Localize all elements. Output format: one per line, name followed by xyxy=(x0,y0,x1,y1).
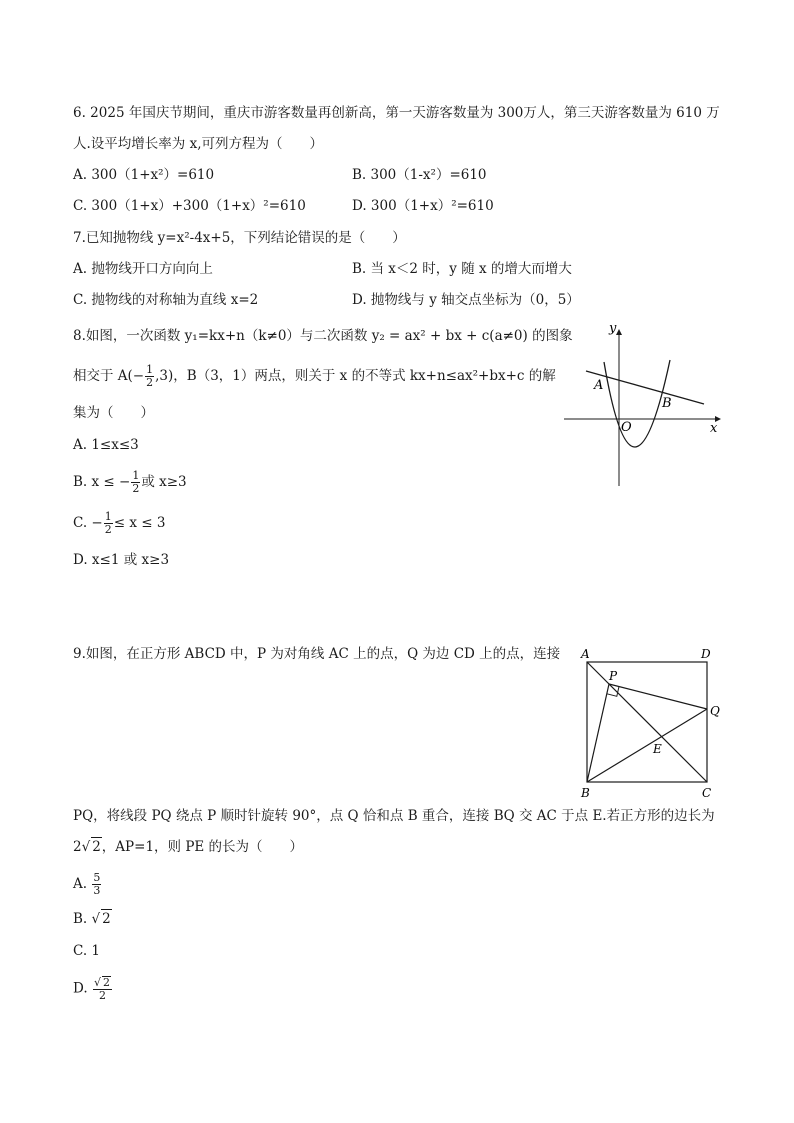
q9-segment-bq xyxy=(587,709,707,782)
q8-parabola xyxy=(604,360,670,447)
q9-stem-line1: 9.如图，在正方形 ABCD 中，P 为对角线 AC 上的点，Q 为边 CD 上的点，连接 xyxy=(73,646,561,662)
q8-optb-frac: $\frac{1}{2}$ xyxy=(132,469,140,495)
q7-option-d: D. 抛物线与 y 轴交点坐标为（0，5） xyxy=(352,292,580,308)
q9-label-c: C xyxy=(702,786,712,800)
q6-option-d: D. 300（1+x）²=610 xyxy=(352,198,494,214)
q9-label-e: E xyxy=(653,742,662,756)
q8-label-x: x xyxy=(710,421,718,436)
q6-option-b: B. 300（1-x²）=610 xyxy=(352,167,487,183)
q6-option-c: C. 300（1+x）+300（1+x）²=610 xyxy=(73,198,306,214)
q9-option-c: C. 1 xyxy=(73,943,101,959)
q9-label-q: Q xyxy=(710,704,720,718)
q8-option-d: D. x≤1 或 x≥3 xyxy=(73,552,170,568)
sqrt-symbol: √ xyxy=(81,839,91,855)
q8-optc-frac: $\frac{1}{2}$ xyxy=(104,510,112,536)
q8-stem-line3: 集为（ ） xyxy=(73,405,154,421)
q8-graph-figure xyxy=(560,318,730,490)
q6-stem-line1: 6. 2025 年国庆节期间，重庆市游客数量再创新高，第一天游客数量为 300万人，第三天游客数量为 610 万 xyxy=(73,105,720,121)
q8-label-a: A xyxy=(594,378,604,393)
q8-stem-line1: 8.如图，一次函数 y₁=kx+n（k≠0）与二次函数 y₂ = ax² + bx + c(a≠0) 的图象 xyxy=(73,328,573,344)
q6-option-a: A. 300（1+x²）=610 xyxy=(73,167,215,183)
q9-label-p: P xyxy=(609,669,618,683)
q8-line xyxy=(586,371,704,404)
q8-option-a: A. 1≤x≤3 xyxy=(73,437,139,453)
q9-option-d: D. $\frac{√ 2}{2}$ xyxy=(73,976,110,1002)
q6-stem-line2: 人.设平均增长率为 x,可列方程为（ ） xyxy=(73,136,323,152)
q8-label-y: y xyxy=(609,321,617,336)
q8-label-b: B xyxy=(662,396,672,411)
q9-option-a: A. $\frac{5}{3}$ xyxy=(73,871,101,897)
q9-option-b: B. √ 2 xyxy=(73,911,111,927)
q9-label-d: D xyxy=(701,647,711,661)
q7-option-a: A. 抛物线开口方向向上 xyxy=(73,261,213,277)
q7-option-c: C. 抛物线的对称轴为直线 x=2 xyxy=(73,292,259,308)
q9-segment-pb xyxy=(587,684,609,782)
q9-stem-line3: 2√ 2，AP=1，则 PE 的长为（ ） xyxy=(73,839,304,855)
q9-opta-frac: $\frac{5}{3}$ xyxy=(93,871,101,897)
q9-label-b: B xyxy=(581,786,590,800)
q8-label-o: O xyxy=(621,420,632,435)
q9-optd-frac: $\frac{√ 2}{2}$ xyxy=(93,976,110,1002)
q7-stem: 7.已知抛物线 y=x²-4x+5，下列结论错误的是（ ） xyxy=(73,230,406,246)
q9-square-figure xyxy=(575,645,725,802)
sqrt-symbol: √ xyxy=(91,911,101,927)
q7-option-b: B. 当 x＜2 时，y 随 x 的增大而增大 xyxy=(352,261,572,277)
q8-option-b: B. x ≤ − $\frac{1}{2}$ 或 x≥3 xyxy=(73,469,187,495)
q8-frac-half: $\frac{1}{2}$ xyxy=(146,363,154,389)
q9-diagonal-ac xyxy=(587,662,707,782)
q9-label-a: A xyxy=(581,647,590,661)
q8-option-c: C. − $\frac{1}{2}$ ≤ x ≤ 3 xyxy=(73,510,166,536)
q8-stem-line2: 相交于 A(− $\frac{1}{2}$ ,3)，B（3，1）两点，则关于 x 的不等式 kx+n≤ax²+bx+c 的解 xyxy=(73,363,556,389)
q9-segment-pq xyxy=(609,684,707,709)
q9-stem-line2: PQ，将线段 PQ 绕点 P 顺时针旋转 90°，点 Q 恰和点 B 重合，连接 BQ 交 AC 于点 E.若正方形的边长为 xyxy=(73,808,715,824)
sqrt-symbol: √ xyxy=(93,976,101,989)
